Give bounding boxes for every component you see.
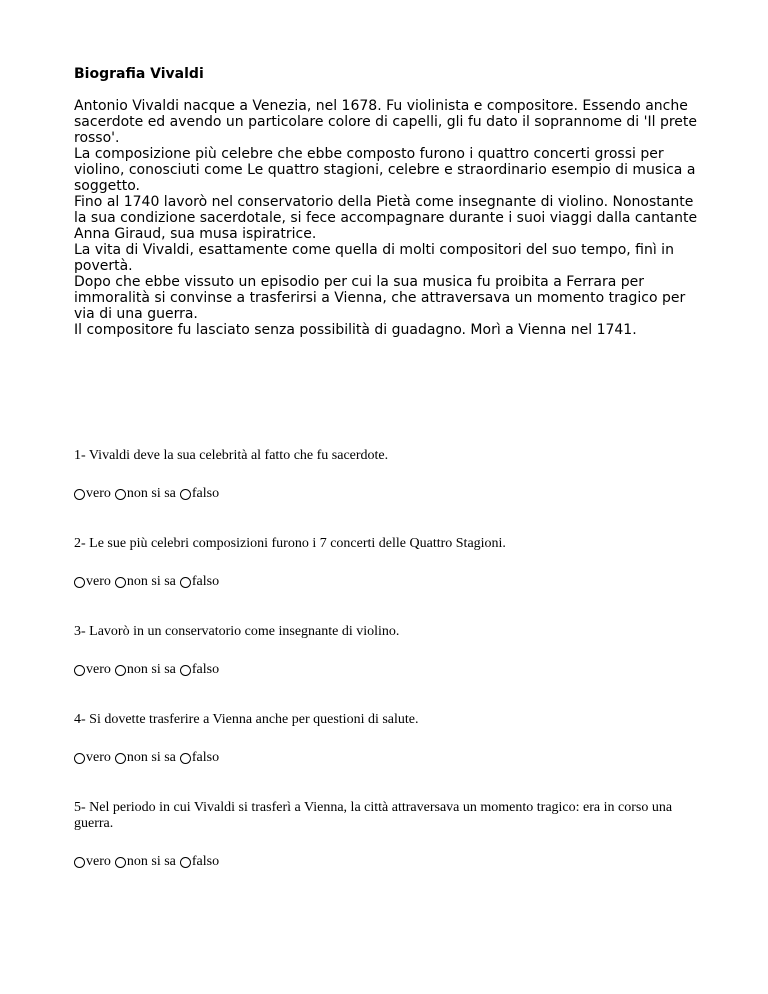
radio-button-icon[interactable]	[180, 857, 191, 868]
option-label: non si sa	[126, 486, 176, 501]
option-label: falso	[191, 750, 220, 765]
radio-button-icon[interactable]	[74, 665, 85, 676]
quiz-question-5	[74, 800, 684, 832]
question-text: 5- Nel periodo in cui Vivaldi si trasferì a Vienna, la città attraversava un momento tragico: era in corso una guerra.	[74, 800, 673, 831]
radio-button-icon[interactable]	[74, 857, 85, 868]
option-vero[interactable]	[74, 750, 111, 766]
answer-options-5	[74, 854, 223, 870]
radio-button-icon[interactable]	[180, 665, 191, 676]
answer-options-4	[74, 750, 223, 766]
question-text: 1- Vivaldi deve la sua celebrità al fatto che fu sacerdote.	[74, 448, 389, 463]
radio-button-icon[interactable]	[115, 577, 126, 588]
quiz-question-2	[74, 536, 714, 552]
option-non-si-sa[interactable]	[115, 750, 176, 766]
bio-paragraph: Dopo che ebbe vissuto un episodio per cui la sua musica fu proibita a Ferrara per immoralità si convinse a trasferirsi a Vienna, che attraversava un momento tragico per via di una guerra.	[74, 274, 686, 322]
option-vero[interactable]	[74, 662, 111, 678]
radio-button-icon[interactable]	[74, 753, 85, 764]
option-label: vero	[86, 574, 111, 589]
quiz-question-1	[74, 448, 714, 464]
answer-options-3	[74, 662, 223, 678]
radio-button-icon[interactable]	[115, 753, 126, 764]
radio-button-icon[interactable]	[180, 753, 191, 764]
bio-paragraph: Antonio Vivaldi nacque a Venezia, nel 1678. Fu violinista e compositore. Essendo anche sacerdote ed avendo un particolare colore di capelli, gli fu dato il soprannome di 'Il prete rosso'.	[74, 98, 697, 146]
option-vero[interactable]	[74, 854, 111, 870]
option-label: non si sa	[126, 662, 176, 677]
question-text: 2- Le sue più celebri composizioni furono i 7 concerti delle Quattro Stagioni.	[74, 536, 506, 551]
option-label: falso	[191, 574, 220, 589]
option-label: vero	[86, 854, 111, 869]
bio-paragraph: Fino al 1740 lavorò nel conservatorio della Pietà come insegnante di violino. Nonostante la sua condizione sacerdotale, si fece accompagnare durante i suoi viaggi dalla cantante Anna Giraud, sua musa ispiratrice.	[74, 194, 698, 242]
option-vero[interactable]	[74, 574, 111, 590]
option-label: falso	[191, 662, 220, 677]
bio-paragraph: La vita di Vivaldi, esattamente come quella di molti compositori del suo tempo, finì in povertà.	[74, 242, 674, 274]
radio-button-icon[interactable]	[115, 665, 126, 676]
quiz-question-4	[74, 712, 714, 728]
radio-button-icon[interactable]	[74, 577, 85, 588]
option-non-si-sa[interactable]	[115, 574, 176, 590]
option-label: vero	[86, 486, 111, 501]
radio-button-icon[interactable]	[180, 489, 191, 500]
option-label: falso	[191, 854, 220, 869]
radio-button-icon[interactable]	[74, 489, 85, 500]
option-label: vero	[86, 662, 111, 677]
radio-button-icon[interactable]	[115, 857, 126, 868]
option-label: non si sa	[126, 574, 176, 589]
answer-options-1	[74, 486, 223, 502]
option-falso[interactable]	[180, 750, 219, 766]
option-falso[interactable]	[180, 662, 219, 678]
option-label: falso	[191, 486, 220, 501]
option-falso[interactable]	[180, 486, 219, 502]
option-falso[interactable]	[180, 854, 219, 870]
document-title: Biografia Vivaldi	[74, 66, 204, 82]
option-label: non si sa	[126, 750, 176, 765]
bio-paragraph: Il compositore fu lasciato senza possibilità di guadagno. Morì a Vienna nel 1741.	[74, 322, 637, 338]
bio-paragraph: La composizione più celebre che ebbe composto furono i quattro concerti grossi per violino, conosciuti come Le quattro stagioni, celebre e straordinario esempio di musica a soggetto.	[74, 146, 696, 194]
radio-button-icon[interactable]	[180, 577, 191, 588]
option-label: non si sa	[126, 854, 176, 869]
question-text: 3- Lavorò in un conservatorio come insegnante di violino.	[74, 624, 400, 639]
answer-options-2	[74, 574, 223, 590]
option-non-si-sa[interactable]	[115, 854, 176, 870]
option-non-si-sa[interactable]	[115, 486, 176, 502]
option-vero[interactable]	[74, 486, 111, 502]
question-text: 4- Si dovette trasferire a Vienna anche per questioni di salute.	[74, 712, 419, 727]
radio-button-icon[interactable]	[115, 489, 126, 500]
quiz-question-3	[74, 624, 714, 640]
option-non-si-sa[interactable]	[115, 662, 176, 678]
option-falso[interactable]	[180, 574, 219, 590]
biography-text	[74, 98, 704, 338]
option-label: vero	[86, 750, 111, 765]
